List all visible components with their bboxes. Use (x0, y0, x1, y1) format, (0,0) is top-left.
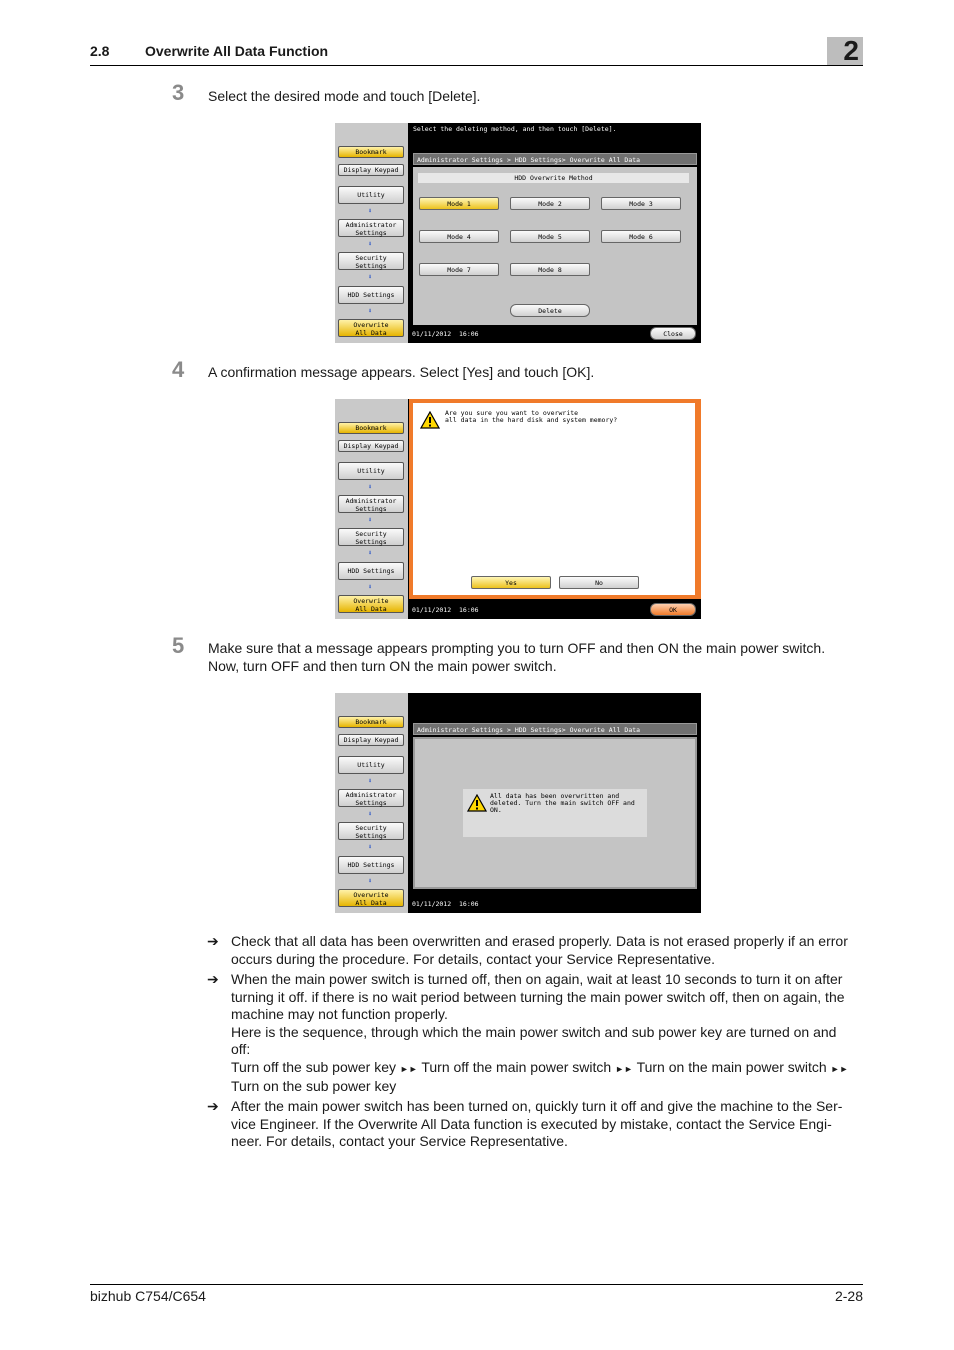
header-rule (90, 65, 863, 66)
utility-button[interactable]: Utility (338, 186, 404, 204)
button-label: Administrator (345, 791, 397, 799)
note-line: Check that all data has been overwritten and erased properly. Data is not erased properly if an error (231, 933, 848, 949)
security-settings-button[interactable] (338, 252, 404, 270)
down-arrow-icon: ⬇ (368, 777, 373, 785)
chapter-number: 2 (843, 35, 859, 66)
dialog-frame (409, 399, 701, 599)
sidebar (335, 399, 408, 619)
completion-message-box (463, 789, 647, 837)
button-label: Settings (355, 505, 387, 513)
bookmark-button[interactable]: Bookmark (338, 716, 404, 728)
footer-model: bizhub C754/C654 (90, 1288, 206, 1304)
note-line: neer. For details, contact your Service Representative. (231, 1133, 568, 1149)
mode-7-button[interactable]: Mode 7 (419, 263, 499, 276)
button-label: Settings (355, 832, 387, 840)
completion-message (490, 793, 647, 814)
confirmation-dialog (413, 403, 695, 595)
note-line: machine may not function properly. (231, 1006, 448, 1022)
instruction-bar (409, 123, 701, 147)
time: 16:06 (459, 606, 479, 614)
confirmation-message (445, 410, 617, 424)
note-line: After the main power switch has been turned on, quickly turn it off and give the machine to the Ser- (231, 1098, 843, 1114)
button-label: Overwrite (353, 597, 389, 605)
double-arrow-icon: ►► (830, 1063, 849, 1074)
hdd-settings-button[interactable]: HDD Settings (338, 286, 404, 304)
display-keypad-button[interactable]: Display Keypad (338, 164, 404, 176)
mode-panel (413, 167, 697, 299)
time: 16:06 (459, 330, 479, 338)
down-arrow-icon: ⬇ (368, 207, 373, 215)
date: 01/11/2012 (412, 900, 452, 908)
section-title: Overwrite All Data Function (145, 43, 329, 59)
administrator-settings-button[interactable] (338, 789, 404, 807)
bookmark-button[interactable]: Bookmark (338, 146, 404, 158)
down-arrow-icon: ⬇ (368, 549, 373, 557)
breadcrumb: Administrator Settings > HDD Settings> Overwrite All Data (413, 153, 697, 165)
status-bar (408, 895, 701, 913)
time: 16:06 (459, 900, 479, 908)
down-arrow-icon: ⬇ (368, 877, 373, 885)
mode-3-button[interactable]: Mode 3 (601, 197, 681, 210)
administrator-settings-button[interactable] (338, 495, 404, 513)
warning-icon (467, 794, 487, 812)
message-line: Are you sure you want to overwrite (445, 409, 579, 417)
arrow-bullet-icon: ➔ (207, 933, 219, 949)
mode-6-button[interactable]: Mode 6 (601, 230, 681, 243)
instruction-text: Select the deleting method, and then touch [Delete]. (413, 125, 617, 133)
delete-button[interactable]: Delete (510, 304, 590, 317)
step-text: A confirmation message appears. Select [Yes] and touch [OK]. (208, 364, 595, 380)
down-arrow-icon: ⬇ (368, 843, 373, 851)
display-keypad-button[interactable]: Display Keypad (338, 734, 404, 746)
down-arrow-icon: ⬇ (368, 516, 373, 524)
yes-button[interactable]: Yes (471, 576, 551, 589)
delete-area (413, 299, 697, 325)
hdd-settings-button[interactable]: HDD Settings (338, 562, 404, 580)
step-number: 4 (172, 357, 185, 382)
overwrite-all-data-button[interactable] (338, 319, 404, 337)
message-line: deleted. Turn the main switch OFF and ON. (490, 799, 635, 814)
note-1 (231, 933, 863, 968)
method-title: HDD Overwrite Method (418, 173, 689, 183)
no-button[interactable]: No (559, 576, 639, 589)
date: 01/11/2012 (412, 330, 452, 338)
mode-5-button[interactable]: Mode 5 (510, 230, 590, 243)
screenshot-mode-select (335, 123, 701, 343)
button-label: All Data (355, 605, 387, 613)
button-label: All Data (355, 329, 387, 337)
button-label: Settings (355, 262, 387, 270)
double-arrow-icon: ►► (399, 1063, 418, 1074)
sequence-step: Turn on the main power switch (636, 1058, 827, 1075)
button-label: Administrator (345, 497, 397, 505)
utility-button[interactable]: Utility (338, 462, 404, 480)
screenshot-confirmation (335, 399, 701, 619)
step-text: Select the desired mode and touch [Delete]. (208, 88, 481, 104)
overwrite-all-data-button[interactable] (338, 889, 404, 907)
note-2 (231, 971, 863, 1096)
status-bar (408, 601, 701, 619)
bookmark-button[interactable]: Bookmark (338, 422, 404, 434)
sequence-step: Turn off the sub power key (231, 1058, 396, 1075)
note-line: Here is the sequence, through which the main power switch and sub power key are turned on and (231, 1023, 837, 1040)
button-label: Settings (355, 799, 387, 807)
status-bar (408, 325, 701, 343)
note-line: vice Engineer. If the Overwrite All Data function is executed by mistake, contact the Service Engi- (231, 1115, 832, 1132)
mode-4-button[interactable]: Mode 4 (419, 230, 499, 243)
arrow-bullet-icon: ➔ (207, 971, 219, 987)
overwrite-all-data-button[interactable] (338, 595, 404, 613)
mode-8-button[interactable]: Mode 8 (510, 263, 590, 276)
date: 01/11/2012 (412, 606, 452, 614)
breadcrumb: Administrator Settings > HDD Settings> Overwrite All Data (413, 723, 697, 735)
step-number: 3 (172, 80, 185, 105)
note-line: off: (231, 1041, 251, 1057)
mode-2-button[interactable]: Mode 2 (510, 197, 590, 210)
sequence-step: Turn off the main power switch (421, 1058, 612, 1075)
message-line: all data in the hard disk and system memory? (445, 416, 618, 424)
security-settings-button[interactable] (338, 822, 404, 840)
section-number: 2.8 (90, 43, 110, 59)
down-arrow-icon: ⬇ (368, 810, 373, 818)
power-sequence (231, 1059, 863, 1079)
button-label: Security (355, 824, 387, 832)
button-label: Settings (355, 229, 387, 237)
display-keypad-button[interactable]: Display Keypad (338, 440, 404, 452)
down-arrow-icon: ⬇ (368, 483, 373, 491)
screenshot-completion (335, 693, 701, 913)
close-button[interactable]: Close (650, 327, 696, 340)
button-label: Administrator (345, 221, 397, 229)
content-panel (413, 737, 697, 889)
step-text-line: Now, turn OFF and then turn ON the main power switch. (208, 658, 557, 674)
button-label: Overwrite (353, 321, 389, 329)
note-3 (231, 1098, 863, 1151)
message-line: All data has been overwritten and (490, 792, 620, 800)
footer-page-number: 2-28 (834, 1288, 863, 1304)
utility-button[interactable]: Utility (338, 756, 404, 774)
sequence-step: Turn on the sub power key (231, 1078, 397, 1094)
administrator-settings-button[interactable] (338, 219, 404, 237)
arrow-bullet-icon: ➔ (207, 1098, 219, 1114)
warning-icon (420, 411, 440, 429)
note-line: turning it off. if there is no wait period between turning the main power switch off, then on again, the (231, 988, 845, 1005)
button-label: Settings (355, 538, 387, 546)
footer-rule (90, 1284, 863, 1285)
note-line: occurs during the procedure. For details, contact your Service Representative. (231, 950, 716, 967)
step-text-line: Make sure that a message appears prompting you to turn OFF and then ON the main power switch. (208, 640, 826, 656)
down-arrow-icon: ⬇ (368, 583, 373, 591)
down-arrow-icon: ⬇ (368, 240, 373, 248)
button-label: Security (355, 254, 387, 262)
mode-1-button[interactable]: Mode 1 (419, 197, 499, 210)
chapter-tab (827, 37, 863, 65)
step-number: 5 (172, 633, 185, 658)
button-label: Security (355, 530, 387, 538)
double-arrow-icon: ►► (615, 1063, 633, 1074)
button-label: All Data (355, 899, 387, 907)
security-settings-button[interactable] (338, 528, 404, 546)
ok-button[interactable]: OK (650, 603, 696, 616)
button-label: Overwrite (353, 891, 389, 899)
down-arrow-icon: ⬇ (368, 307, 373, 315)
sidebar (335, 123, 408, 343)
hdd-settings-button[interactable]: HDD Settings (338, 856, 404, 874)
sidebar (335, 693, 408, 913)
down-arrow-icon: ⬇ (368, 273, 373, 281)
note-line: When the main power switch is turned off, then on again, wait at least 10 seconds to turn it on after (231, 971, 843, 987)
